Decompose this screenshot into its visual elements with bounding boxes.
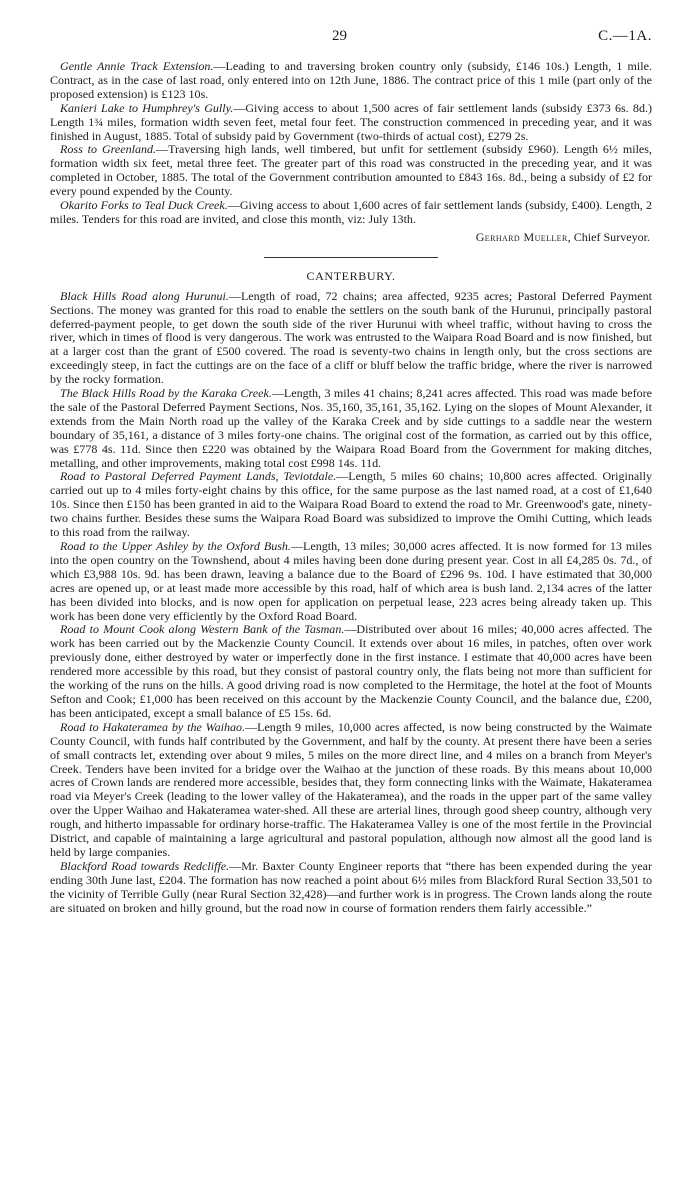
- signature-title: , Chief Surveyor.: [567, 229, 650, 244]
- paragraph-title: Road to Pastoral Deferred Payment Lands, Teviotdale.: [60, 469, 337, 484]
- section-divider: [264, 257, 438, 258]
- paragraph-teviotdale: [50, 470, 652, 540]
- paragraph-okarito-forks: [50, 199, 652, 227]
- paragraph-title: Kanieri Lake to Humphrey's Gully.: [60, 100, 234, 115]
- paragraph-text: —Giving access to about 1,500 acres of fair settlement lands (subsidy £373 6s. 8d.) Length 1¾ miles, formation width seven feet, metal four feet. The construction commenced in preceding year, and it was finished in August, 1885. Total of subsidy paid by Government (two-thirds of actual cost), £279 2s.: [50, 100, 652, 143]
- document-code: C.—1A.: [598, 28, 652, 44]
- paragraph-title: Okarito Forks to Teal Duck Creek.: [60, 198, 228, 213]
- paragraph-mount-cook: [50, 623, 652, 720]
- paragraph-text: —Length, 3 miles 41 chains; 8,241 acres affected. This road was made before the sale of the Pastoral Deferred Payment Sections, Nos. 35,160, 35,161, 35,162. Lying on the slopes of Mount Alexander, it extends from the Main North road up the valley of the Karaka Creek and by side cuttings to a saddle near the western boundary of 35,161, a distance of 3 miles forty-one chains. The original cost of the formation, as carried out by this office, was £778 4s. 11d. Since then £220 was obtained by the Waipara Road Board from the Government for making ditches, metalling, and other improvements, making total cost £998 14s. 11d.: [50, 386, 652, 470]
- paragraph-title: Road to Mount Cook along Western Bank of the Tasman.: [60, 622, 345, 637]
- paragraph-text: —Length, 13 miles; 30,000 acres affected. It is now formed for 13 miles into the open country on the Townshend, about 4 miles having been done during present year. Cost in all £4,285 0s. 7d., of which £3,988 10s. 9d. has been drawn, leaving a balance due to the Board of £296 9s. 10d. I have estimated that 30,000 acres are opened up, or at least made more accessible by this road, half of which area is bush land. 2,134 acres of the latter has been divided into blocks, and is now open for application on perpetual lease, 223 acres being already taken up. This work has been done very efficiently by the Oxford Road Board.: [50, 539, 652, 623]
- paragraph-hakateramea: [50, 721, 652, 860]
- paragraph-blackford-road: [50, 860, 652, 916]
- paragraph-text: —Length, 5 miles 60 chains; 10,800 acres affected. Originally carried out up to 4 miles forty-eight chains by this office, for the same purpose as the last named road, at a cost of £1,640 10s. Since then £150 has been granted in aid to the Waipara Road Board to extend the road to Mr. Greenwood's gate, ninety-two chains further. Besides these sums the Waipara Road Board was subsidized to improve the Omihi Cutting, which leads to this road from the railway.: [50, 469, 652, 540]
- paragraph-text: —Length 9 miles, 10,000 acres affected, is now being constructed by the Waimate County Council, with funds half contributed by the Government, and half by the county. At present there have been a series of small contracts let, extending over about 9 miles, 5 miles on the more direct line, and 4 miles on a branch from Meyer's Creek. Tenders have been invited for a bridge over the Waihao at the junction of these roads. By this means about 10,000 acres of Crown lands are rendered more accessible, besides that, they form connecting links with the Waimate, Hakateramea road via Meyer's Creek (leading to the lower valley of the Hakateramea), and the roads in the upper part of the same valley over the Upper Waihao and Hakateramea water-shed. All these are arterial lines, through good sheep country, although very rough, and hitherto impassable for ordinary horse-traffic. The Hakateramea Valley is one of the most fertile in the Provincial District, and capable of maintaining a large agricultural and pastoral population, although now almost all the good land is held by large companies.: [50, 719, 652, 859]
- paragraph-text: —Mr. Baxter County Engineer reports that “there has been expended during the year ending 30th June last, £204. The formation has now reached a point about 6½ miles from Blackford Rural Section 33,501 to the vicinity of Terrible Gully (near Rural Section 32,428)—and further work is in progress. The Crown lands along the route are situated on broken and hilly ground, but the road now in course of formation renders them fairly accessible.”: [50, 858, 652, 915]
- paragraph-title: Black Hills Road along Hurunui.: [60, 288, 229, 303]
- paragraph-title: Road to Hakateramea by the Waihao.: [60, 719, 246, 734]
- paragraph-black-hills-hurunui: [50, 290, 652, 387]
- westland-section: [50, 60, 652, 227]
- signature: [50, 231, 650, 245]
- signature-name: Gerhard Mueller: [475, 229, 568, 244]
- paragraph-ross-greenland: [50, 143, 652, 199]
- page-header: [50, 30, 652, 60]
- paragraph-title: Gentle Annie Track Extension.: [60, 59, 214, 73]
- paragraph-text: —Length of road, 72 chains; area affected, 9235 acres; Pastoral Deferred Payment Sections. The money was granted for this road to enable the settlers on the south bank of the Hurunui, principally pastoral deferred-payment people, to get down the south side of the river Hurunui with wheel traffic, without having to cross the river, which in times of flood is very dangerous. The work was entrusted to the Waipara Road Board and is now finished, but at a larger cost than the grant of £500 covered. The road is seventy-two chains in length only, but the cross sections are exceedingly steep, in fact the cuttings are on the face of a cliff or bluff below the traffic bridge, where the river is narrowed by the rocky formation.: [50, 288, 652, 387]
- paragraph-black-hills-karaka: [50, 387, 652, 470]
- paragraph-title: Road to the Upper Ashley by the Oxford Bush.: [60, 539, 291, 553]
- section-heading: CANTERBURY.: [306, 268, 396, 283]
- paragraph-title: Blackford Road towards Redcliffe.: [60, 858, 230, 873]
- paragraph-text: —Giving access to about 1,600 acres of fair settlement lands (subsidy, £400). Length, 2 miles. Tenders for this road are invited, and close this month, viz: July 13th.: [50, 198, 652, 226]
- paragraph-gentle-annie: [50, 60, 652, 102]
- paragraph-kanieri-lake: [50, 102, 652, 144]
- paragraph-text: —Leading to and traversing broken country only (subsidy, £146 10s.) Length, 1 mile. Contract, as in the case of last road, only entered into on 12th June, 1886. The contract price of this 1 mile (part only of the proposed extension) is £123 10s.: [50, 59, 652, 101]
- paragraph-title: The Black Hills Road by the Karaka Creek.: [60, 386, 272, 401]
- paragraph-text: —Traversing high lands, well timbered, but unfit for settlement (subsidy £960). Length 6½ miles, formation width six feet, metal three feet. The greater part of this road was constructed in the preceding year, and it was completed in October, 1885. The total of the Government contribution amounted to £843 16s. 8d., being a subsidy of £2 for every pound expended by the County.: [50, 142, 652, 199]
- page-number: 29: [332, 28, 347, 44]
- paragraph-text: —Distributed over about 16 miles; 40,000 acres affected. The work has been carried out by the Mackenzie County Council. It extends over about 16 miles, in patches, often over work previously done, either destroyed by water or imperfectly done in the first instance. I estimate that 40,000 acres have been rendered more accessible by this road, but they consist of pastoral country only, the flats being not more than sufficient for the working of the runs on the hills. A good driving road is now completed to the Hermitage, the hotel at the foot of Mounts Sefton and Cook; £1,000 has been received on this account by the Mackenzie County Council, and the balance due, £200, has been anticipated, except a small balance of £5 15s. 6d.: [50, 622, 652, 720]
- paragraph-title: Ross to Greenland.: [60, 142, 157, 157]
- paragraph-upper-ashley: [50, 540, 652, 623]
- canterbury-section: [50, 290, 652, 916]
